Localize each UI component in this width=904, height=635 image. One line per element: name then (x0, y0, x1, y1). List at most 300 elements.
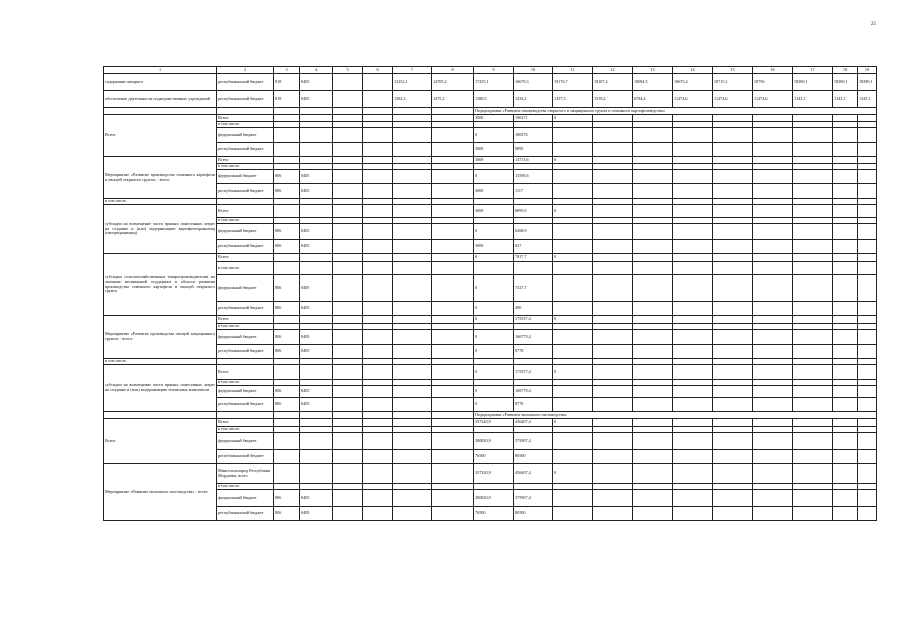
table-cell (333, 170, 363, 184)
table-cell (858, 115, 877, 122)
code-cell: 0405 (300, 170, 333, 184)
table-cell (363, 316, 393, 324)
table-cell (793, 262, 833, 275)
table-cell (393, 143, 432, 157)
table-cell (333, 302, 363, 316)
table-row (104, 184, 877, 199)
value-cell: 1437,5 (553, 91, 593, 108)
table-row (104, 365, 877, 380)
table-cell (333, 205, 363, 218)
table-cell (713, 419, 753, 427)
value-cell: 1380,5 (474, 91, 514, 108)
table-cell (593, 419, 633, 427)
table-cell (553, 184, 593, 199)
table-cell (833, 205, 858, 218)
table-row (104, 262, 877, 275)
table-cell (274, 128, 300, 143)
table-cell (274, 115, 300, 122)
table-cell (673, 224, 713, 240)
table-row (104, 240, 877, 254)
table-cell (858, 507, 877, 521)
table-cell (793, 345, 833, 359)
value-cell: 18675,4 (673, 74, 713, 91)
table-cell (673, 330, 713, 345)
table-cell (673, 275, 713, 302)
table-cell (300, 316, 333, 324)
value-cell: 8778 (514, 345, 553, 359)
row-label: содержание аппарата (104, 74, 217, 91)
table-cell (393, 398, 432, 412)
table-cell (833, 170, 858, 184)
table-cell (393, 184, 432, 199)
table-cell (833, 464, 858, 484)
table-cell (432, 170, 474, 184)
table-cell (633, 157, 673, 164)
table-cell (300, 365, 333, 380)
column-header: 18 (833, 67, 858, 74)
source-label: Минсельхозпрод Республики Мордовия, всего (217, 464, 274, 484)
table-cell (793, 184, 833, 199)
table-cell (593, 386, 633, 398)
table-cell (753, 157, 793, 164)
table-cell (633, 170, 673, 184)
table-cell (793, 330, 833, 345)
source-label: республиканский бюджет (217, 74, 274, 91)
table-cell (393, 275, 432, 302)
table-cell (673, 205, 713, 218)
value-cell: 18715,1 (713, 74, 753, 91)
table-cell (432, 365, 474, 380)
table-cell (104, 412, 217, 419)
table-cell (274, 262, 300, 275)
table-cell (363, 224, 393, 240)
table-cell (673, 464, 713, 484)
source-label: федеральный бюджет (217, 275, 274, 302)
table-cell (333, 275, 363, 302)
table-cell (363, 386, 393, 398)
table-cell (593, 275, 633, 302)
table-cell (300, 115, 333, 122)
table-cell (432, 224, 474, 240)
table-cell (753, 254, 793, 262)
table-cell (753, 507, 793, 521)
table-cell (432, 419, 474, 427)
table-cell (833, 115, 858, 122)
table-cell (300, 254, 333, 262)
table-cell (833, 450, 858, 464)
table-cell (393, 433, 432, 450)
source-label: федеральный бюджет (217, 490, 274, 507)
value-cell: 190271 (514, 115, 553, 122)
table-cell (553, 450, 593, 464)
value-cell: 3000 (474, 143, 514, 157)
value-cell: 17255,1 (474, 74, 514, 91)
table-cell (633, 128, 673, 143)
table-cell (633, 330, 673, 345)
table-cell (793, 170, 833, 184)
table-cell (593, 170, 633, 184)
table-cell (833, 224, 858, 240)
table-cell (363, 91, 393, 108)
table-cell (333, 184, 363, 199)
table-row (104, 490, 877, 507)
table-cell (793, 240, 833, 254)
table-row (104, 419, 877, 427)
table-row (104, 157, 877, 164)
table-cell (858, 224, 877, 240)
column-header: 5 (333, 67, 363, 74)
value-cell: 14713,6 (514, 157, 553, 164)
table-cell (432, 507, 474, 521)
table-cell (673, 398, 713, 412)
table-cell (633, 419, 673, 427)
table-cell (300, 262, 333, 275)
row-label: субсидии сельскохозяйственным товаропроизводителям на оказание несвязанной поддержки в области развития производства семенного картофеля и овощей открытого грунта (104, 254, 217, 316)
table-cell (393, 254, 432, 262)
table-cell (432, 450, 474, 464)
table-cell (553, 507, 593, 521)
table-cell (793, 398, 833, 412)
table-cell (753, 490, 793, 507)
table-cell (713, 345, 753, 359)
table-cell (633, 143, 673, 157)
table-cell (393, 450, 432, 464)
table-cell (858, 184, 877, 199)
code-cell: 806 (274, 184, 300, 199)
table-row (104, 74, 877, 91)
table-cell (553, 398, 593, 412)
table-cell (432, 316, 474, 324)
table-cell (858, 262, 877, 275)
value-cell: 9895 (514, 143, 553, 157)
table-cell (673, 157, 713, 164)
table-cell (593, 254, 633, 262)
table-cell (553, 433, 593, 450)
column-header: 7 (393, 67, 432, 74)
table-cell (858, 490, 877, 507)
table-cell (858, 170, 877, 184)
table-cell (633, 365, 673, 380)
value-cell: 180376 (514, 128, 553, 143)
value-cell: 3000 (474, 157, 514, 164)
table-cell (363, 345, 393, 359)
source-label: Всего: (217, 365, 274, 380)
column-header: 4 (300, 67, 333, 74)
table-cell (333, 108, 363, 115)
table-cell (593, 184, 633, 199)
code-cell: 0405 (300, 490, 333, 507)
source-label: федеральный бюджет (217, 433, 274, 450)
value-cell: 375907,4 (514, 433, 553, 450)
source-label: республиканский бюджет (217, 345, 274, 359)
value-cell: 8778 (514, 398, 553, 412)
table-cell (474, 262, 514, 275)
code-cell: 806 (274, 398, 300, 412)
value-cell: 0 (553, 205, 593, 218)
table-cell (217, 108, 274, 115)
value-cell: 1343,1 (793, 91, 833, 108)
row-label: Всего: (104, 419, 217, 464)
table-cell (833, 365, 858, 380)
table-cell (363, 240, 393, 254)
table-cell (393, 128, 432, 143)
value-cell: 0 (553, 157, 593, 164)
table-cell (673, 345, 713, 359)
table-cell (333, 224, 363, 240)
table-cell (333, 128, 363, 143)
value-cell: 0 (553, 464, 593, 484)
table-cell (633, 433, 673, 450)
table-row (104, 398, 877, 412)
table-row (104, 224, 877, 240)
row-label: Всего: (104, 115, 217, 157)
column-header: 8 (432, 67, 474, 74)
source-label: федеральный бюджет (217, 224, 274, 240)
table-row (104, 345, 877, 359)
table-cell (363, 302, 393, 316)
column-header: 1 (104, 67, 217, 74)
table-cell (333, 115, 363, 122)
table-cell (753, 128, 793, 143)
table-cell (274, 433, 300, 450)
value-cell: 1343,1 (858, 91, 877, 108)
table-cell (858, 433, 877, 450)
table-row (104, 143, 877, 157)
table-cell (393, 240, 432, 254)
table-cell (673, 240, 713, 254)
value-cell: 0 (553, 316, 593, 324)
value-cell: 11474,6 (713, 91, 753, 108)
code-cell: 0405 (300, 345, 333, 359)
table-cell (793, 143, 833, 157)
table-cell (333, 386, 363, 398)
value-cell: 6784,4 (633, 91, 673, 108)
table-cell (432, 464, 474, 484)
table-cell (633, 224, 673, 240)
table-cell (363, 74, 393, 91)
table-cell (753, 115, 793, 122)
table-cell (713, 398, 753, 412)
table-cell (833, 275, 858, 302)
source-label: республиканский бюджет (217, 302, 274, 316)
table-row (104, 67, 877, 74)
source-label: Всего: (217, 419, 274, 427)
row-label: Мероприятие «Развитие производства овощей защищенного грунта» - всего: (104, 316, 217, 359)
table-cell (363, 419, 393, 427)
table-cell (393, 464, 432, 484)
table-cell (833, 507, 858, 521)
table-cell (274, 419, 300, 427)
table-cell (833, 490, 858, 507)
code-cell: 806 (274, 507, 300, 521)
table-cell (432, 490, 474, 507)
table-cell (713, 143, 753, 157)
column-header: 11 (553, 67, 593, 74)
code-cell: 0405 (300, 507, 333, 521)
table-cell (713, 386, 753, 398)
value-cell: 175557,4 (514, 316, 553, 324)
table-cell (393, 345, 432, 359)
table-cell (432, 108, 474, 115)
value-cell: 1519,2 (593, 91, 633, 108)
table-cell (793, 157, 833, 164)
table-cell (713, 433, 753, 450)
column-header: 16 (753, 67, 793, 74)
value-cell: 1117 (514, 184, 553, 199)
table-cell (593, 490, 633, 507)
value-cell: 80500 (514, 450, 553, 464)
subprogram-title: Подпрограмма «Развитие молочного скотоводства» (474, 412, 877, 419)
table-cell (633, 240, 673, 254)
table-cell (793, 433, 833, 450)
table-row (104, 316, 877, 324)
table-cell (753, 450, 793, 464)
table-cell (858, 205, 877, 218)
table-cell (713, 330, 753, 345)
row-label: обеспечение деятельности подведомственных учреждений (104, 91, 217, 108)
table-cell (432, 275, 474, 302)
table-row (104, 412, 877, 419)
table-row (104, 464, 877, 484)
table-cell (363, 490, 393, 507)
value-cell: 6268,9 (514, 224, 553, 240)
table-row (104, 433, 877, 450)
table-cell (633, 490, 673, 507)
table-cell (833, 254, 858, 262)
table-cell (673, 143, 713, 157)
row-label: в том числе: (104, 199, 217, 205)
table-cell (363, 184, 393, 199)
table-cell (300, 419, 333, 427)
table-cell (673, 184, 713, 199)
value-cell: 0 (474, 170, 514, 184)
table-cell (673, 170, 713, 184)
table-cell (793, 316, 833, 324)
table-cell (217, 412, 274, 419)
table-cell (393, 262, 432, 275)
source-label: в том числе: (217, 122, 274, 128)
table-cell (633, 345, 673, 359)
value-cell: 0 (474, 128, 514, 143)
value-cell: 18390,1 (858, 74, 877, 91)
table-cell (274, 365, 300, 380)
code-cell: 0405 (300, 275, 333, 302)
table-cell (274, 254, 300, 262)
table-cell (753, 262, 793, 275)
table-cell (833, 330, 858, 345)
table-cell (300, 143, 333, 157)
table-cell (833, 386, 858, 398)
table-cell (393, 365, 432, 380)
table-cell (673, 450, 713, 464)
table-cell (753, 433, 793, 450)
table-cell (858, 365, 877, 380)
table-cell (393, 316, 432, 324)
table-cell (858, 157, 877, 164)
table-row (104, 91, 877, 108)
table-cell (432, 205, 474, 218)
table-cell (673, 490, 713, 507)
code-cell: 806 (274, 170, 300, 184)
table-cell (333, 74, 363, 91)
code-cell: 0405 (300, 91, 333, 108)
table-row (104, 128, 877, 143)
table-cell (753, 143, 793, 157)
value-cell: 80500 (514, 507, 553, 521)
table-cell (633, 302, 673, 316)
column-header: 10 (514, 67, 553, 74)
table-cell (274, 316, 300, 324)
value-cell: 0 (474, 224, 514, 240)
table-cell (333, 419, 363, 427)
source-label: республиканский бюджет (217, 450, 274, 464)
value-cell: 0 (474, 386, 514, 398)
table-cell (858, 386, 877, 398)
table-row (104, 386, 877, 398)
table-cell (593, 450, 633, 464)
value-cell: 11474,6 (673, 91, 713, 108)
table-cell (593, 345, 633, 359)
table-cell (593, 464, 633, 484)
table-cell (753, 184, 793, 199)
table-cell (593, 115, 633, 122)
table-cell (633, 184, 673, 199)
table-cell (363, 262, 393, 275)
table-cell (713, 115, 753, 122)
source-label: в том числе: (217, 484, 274, 490)
table-cell (553, 330, 593, 345)
table-cell (432, 386, 474, 398)
source-label: федеральный бюджет (217, 386, 274, 398)
column-header: 15 (713, 67, 753, 74)
table-cell (300, 412, 333, 419)
table-cell (333, 490, 363, 507)
column-header: 13 (633, 67, 673, 74)
table-cell (793, 128, 833, 143)
value-cell: 3000 (474, 205, 514, 218)
column-header: 12 (593, 67, 633, 74)
table-cell (858, 450, 877, 464)
table-cell (833, 143, 858, 157)
table-cell (833, 345, 858, 359)
table-cell (713, 302, 753, 316)
table-row (104, 205, 877, 218)
value-cell: 0 (553, 365, 593, 380)
code-cell: 0405 (300, 398, 333, 412)
table-cell (333, 433, 363, 450)
table-cell (593, 302, 633, 316)
table-cell (363, 157, 393, 164)
code-cell: 818 (274, 91, 300, 108)
value-cell: 1282,3 (393, 91, 432, 108)
value-cell: 11474,6 (753, 91, 793, 108)
table-cell (858, 128, 877, 143)
table-cell (300, 433, 333, 450)
value-cell: 175557,4 (514, 365, 553, 380)
row-label: субсидии на возмещение части прямых понесенных затрат на создание и (или) модернизацию тепличных комплексов (104, 365, 217, 412)
table-cell (432, 240, 474, 254)
value-cell: 12252,1 (393, 74, 432, 91)
value-cell: 0 (474, 330, 514, 345)
table-cell (713, 464, 753, 484)
source-label: федеральный бюджет (217, 330, 274, 345)
table-cell (633, 450, 673, 464)
table-cell (393, 170, 432, 184)
table-cell (363, 205, 393, 218)
table-cell (393, 386, 432, 398)
table-cell (593, 262, 633, 275)
value-cell: 0 (474, 254, 514, 262)
